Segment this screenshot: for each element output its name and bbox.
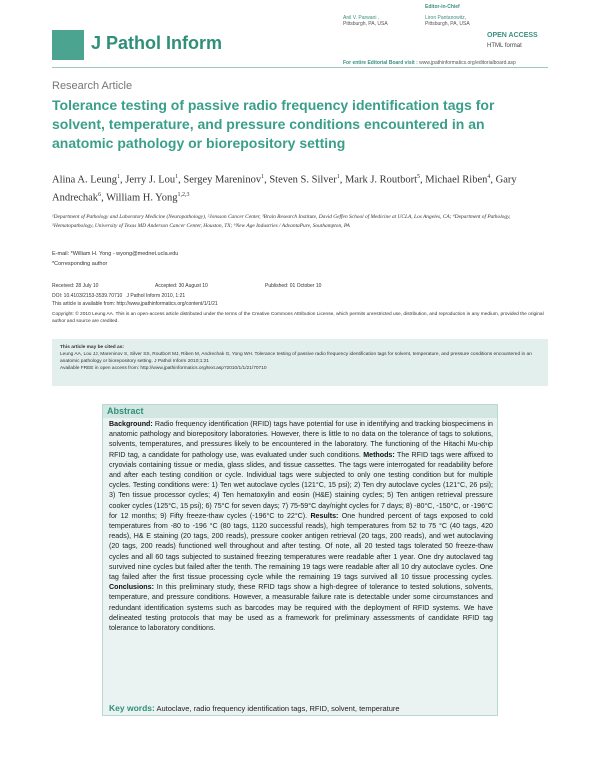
article-type: Research Article [52, 80, 133, 92]
journal-name: J Pathol Inform [91, 33, 223, 53]
journal-header [0, 0, 600, 66]
citation-text: Leung AA, Lou JJ, Mareninov S, Silver SS, Routbort MJ, Riben M, Andrechak G, Yong WH. Tolerance testing of passive radio frequency identification tags for solvent, temperature, and pressure conditions encountered in an anatomic pathology or biorepository setting. J Pathol Inform 2010;1:21 [60, 352, 532, 364]
editorial-board-link[interactable]: www.jpathinformatics.org/editorialboard.asp [419, 60, 516, 66]
journal-reference: J Pathol Inform 2010, 1:21 [126, 293, 186, 299]
author: Gary Andrechak [52, 174, 517, 203]
accepted-date: Accepted: 30 August 10 [155, 283, 208, 289]
author: Mark J. Routbort [344, 174, 417, 186]
keywords-text: Autoclave, radio frequency identification tags, RFID, solvent, temperature [156, 704, 400, 713]
background-text: Radio frequency identification (RFID) tags have potential for use in identifying and tracking biospecimens in anatomic pathology and biorepository laboratories. However, there is little to no data on the tolerance of tags to solutions, solvents, temperatures, and pressures likely to be encountered in the laboratory. The functioning of the Hitachi Mu-chip RFID tag, a candidate for pathology use, was evaluated under such conditions. [109, 420, 493, 459]
author: William H. Yong [106, 192, 178, 203]
editor-2-location: Pittsburgh, PA, USA [425, 21, 470, 27]
author-sup: 1 [261, 174, 265, 180]
author: Jerry J. Lou [125, 174, 176, 186]
author-sup: 1 [336, 174, 340, 180]
copyright-notice: Copyright: © 2010 Leung AA. This is an open-access article distributed under the terms of the Creative Commons Attribution License, which permits unrestricted use, distribution, and reproduction in any medium, provided the original author and source are credited. [52, 312, 544, 324]
corresponding-email[interactable]: E-mail: *William H. Yong - wyong@mednet.ucla.edu [52, 251, 179, 257]
citation-label: This article may be cited as: [60, 345, 124, 350]
editor-1-location: Pittsburgh, PA, USA [343, 21, 388, 27]
author: Michael Riben [425, 174, 488, 186]
abstract-heading: Abstract [107, 406, 144, 416]
doi-line [52, 293, 185, 299]
editor-1 [343, 15, 388, 27]
author-sup: 4 [487, 174, 491, 180]
results-label: Results: [310, 511, 339, 520]
author: Steven S. Silver [269, 174, 337, 186]
author-sup: 5 [417, 174, 420, 180]
open-access-label: OPEN ACCESS [487, 32, 538, 39]
conclusions-label: Conclusions: [109, 583, 154, 592]
availability-line[interactable]: This article is available from: http://www.jpathinformatics.org/content/1/1/21 [52, 301, 218, 307]
header-divider [52, 67, 548, 68]
corresponding-note: *Corresponding author [52, 261, 108, 267]
keywords-line [109, 703, 400, 713]
author-list: Alina A. Leung$^1$, Jerry J. Lou$^1$, Sergey Mareninov$^1$, Steven S. Silver$^1$, Mark J. Routbort$^5$, Michael Riben$^4$, Gary Andrechak$^6$, William H. Yong$^{1,2,3}$ [52, 174, 517, 203]
editorial-board-label: For entire Editorial Board visit : [343, 60, 418, 66]
author-sup: 6 [98, 191, 102, 198]
published-date: Published: 01 October 10 [265, 283, 322, 289]
background-label: Background: [109, 420, 153, 428]
doi[interactable]: DOI: 10.4103/2153-3539.70710 [52, 293, 123, 299]
keywords-label: Key words: [109, 703, 155, 713]
article-title: Tolerance testing of passive radio frequency identification tags for solvent, temperature, and pressure conditions encountered in an anatomic pathology or biorepository setting [52, 97, 495, 151]
editor-2 [425, 15, 470, 27]
author-sup: 1,2,3 [177, 191, 190, 198]
editor-2-name: Liron Pantanowitz, [425, 15, 467, 21]
html-format-label: HTML format [487, 43, 522, 49]
author: Alina A. Leung [52, 174, 118, 186]
received-date: Received: 28 July 10 [52, 283, 99, 289]
abstract-body [109, 419, 493, 633]
methods-label: Methods: [363, 450, 395, 459]
abstract-box [102, 404, 498, 716]
author-sup: 1 [117, 174, 121, 180]
free-access-link[interactable]: Available FREE in open access from: http://www.jpathinformatics.org/text.asp?2010/1/1/21/70710 [60, 366, 267, 371]
editor-1-name: Anil V. Parwani , [343, 15, 380, 21]
journal-logo-icon [52, 30, 84, 60]
abstract-header-bar [103, 405, 497, 418]
methods-text: The RFID tags were affixed to cryovials containing tissue or media, glass slides, and tissue cassettes. The tags were interrogated for readability before and after each testing condition or cycle. Individual tags were subjected to only one testing condition but for multiple cycles. Testing conditions were: 1) Ten wet autoclave cycles (121°C, 15 psi); 2) Ten dry autoclave cycles (121°C, 26 psi); 3) Ten tissue processor cycles; 4) Ten hematoxylin and eosin (H&E) staining cycles; 5) Ten antigen retrieval pressure cooker cycles (125°C, 15 psi); 6) 75°C for seven days; 7) 75-59°C day/night cycles for 7 days; 8) -80°C, -150°C, or -196°C for 12 months; 9) Fifty freeze-thaw cycles (-196°C to 22°C). [109, 450, 493, 520]
author: Sergey Mareninov [183, 174, 262, 186]
affiliations: ¹Department of Pathology and Laboratory Medicine (Neuropathology), ²Jonsson Cancer Center, ³Brain Research Institute, David Geffen School of Medicine at UCLA, Los Angeles, CA; ⁴Department of Pathology, ⁵Hematopathology, University of Texas MD Anderson Cancer Center, Houston, TX; ⁶New Age Industries / AdvantaPure, Southampton, PA [52, 214, 511, 229]
citation-box [52, 339, 548, 386]
results-text: One hundred percent of tags exposed to cold temperatures from -80 to -196 °C (80 tags, 1120 successful reads), high temperatures from 52 to 75 °C (40 tags, 420 reads), H& E staining (20 tags, 200 reads), pressure cooker antigen retrieval (20 tags, 200 reads), and wet autoclaving (20 tags, 200 reads) functioned well throughout and after testing. Of note, all 20 tested tags tolerated 50 freeze-thaw cycles and all 60 tags subjected to sustained freezing temperatures were readable after 1 year. One dry autoclaved tag survived nine cycles but failed after the tenth. The remaining 19 tags were readable after all 10 dry autoclave cycles. One tag failed after the first tissue processing cycle while the remaining 19 tags survived all 10 tissue processing cycles. [109, 511, 493, 582]
editor-in-chief-label: Editor-in-Chief [425, 4, 460, 10]
author-sup: 1 [175, 174, 179, 180]
conclusions-text: In this preliminary study, these RFID tags show a high-degree of tolerance to tested solutions, solvents, temperature, and pressure conditions. However, a measurable failure rate is detectable under some circumstances and redundant identification systems such as barcodes may be required with the deployment of RFID systems. We have delineated testing protocols that may be used as a framework for preliminary assessments of candidate RFID tag tolerance to laboratory conditions. [109, 583, 493, 633]
editorial-board-line [343, 60, 516, 66]
